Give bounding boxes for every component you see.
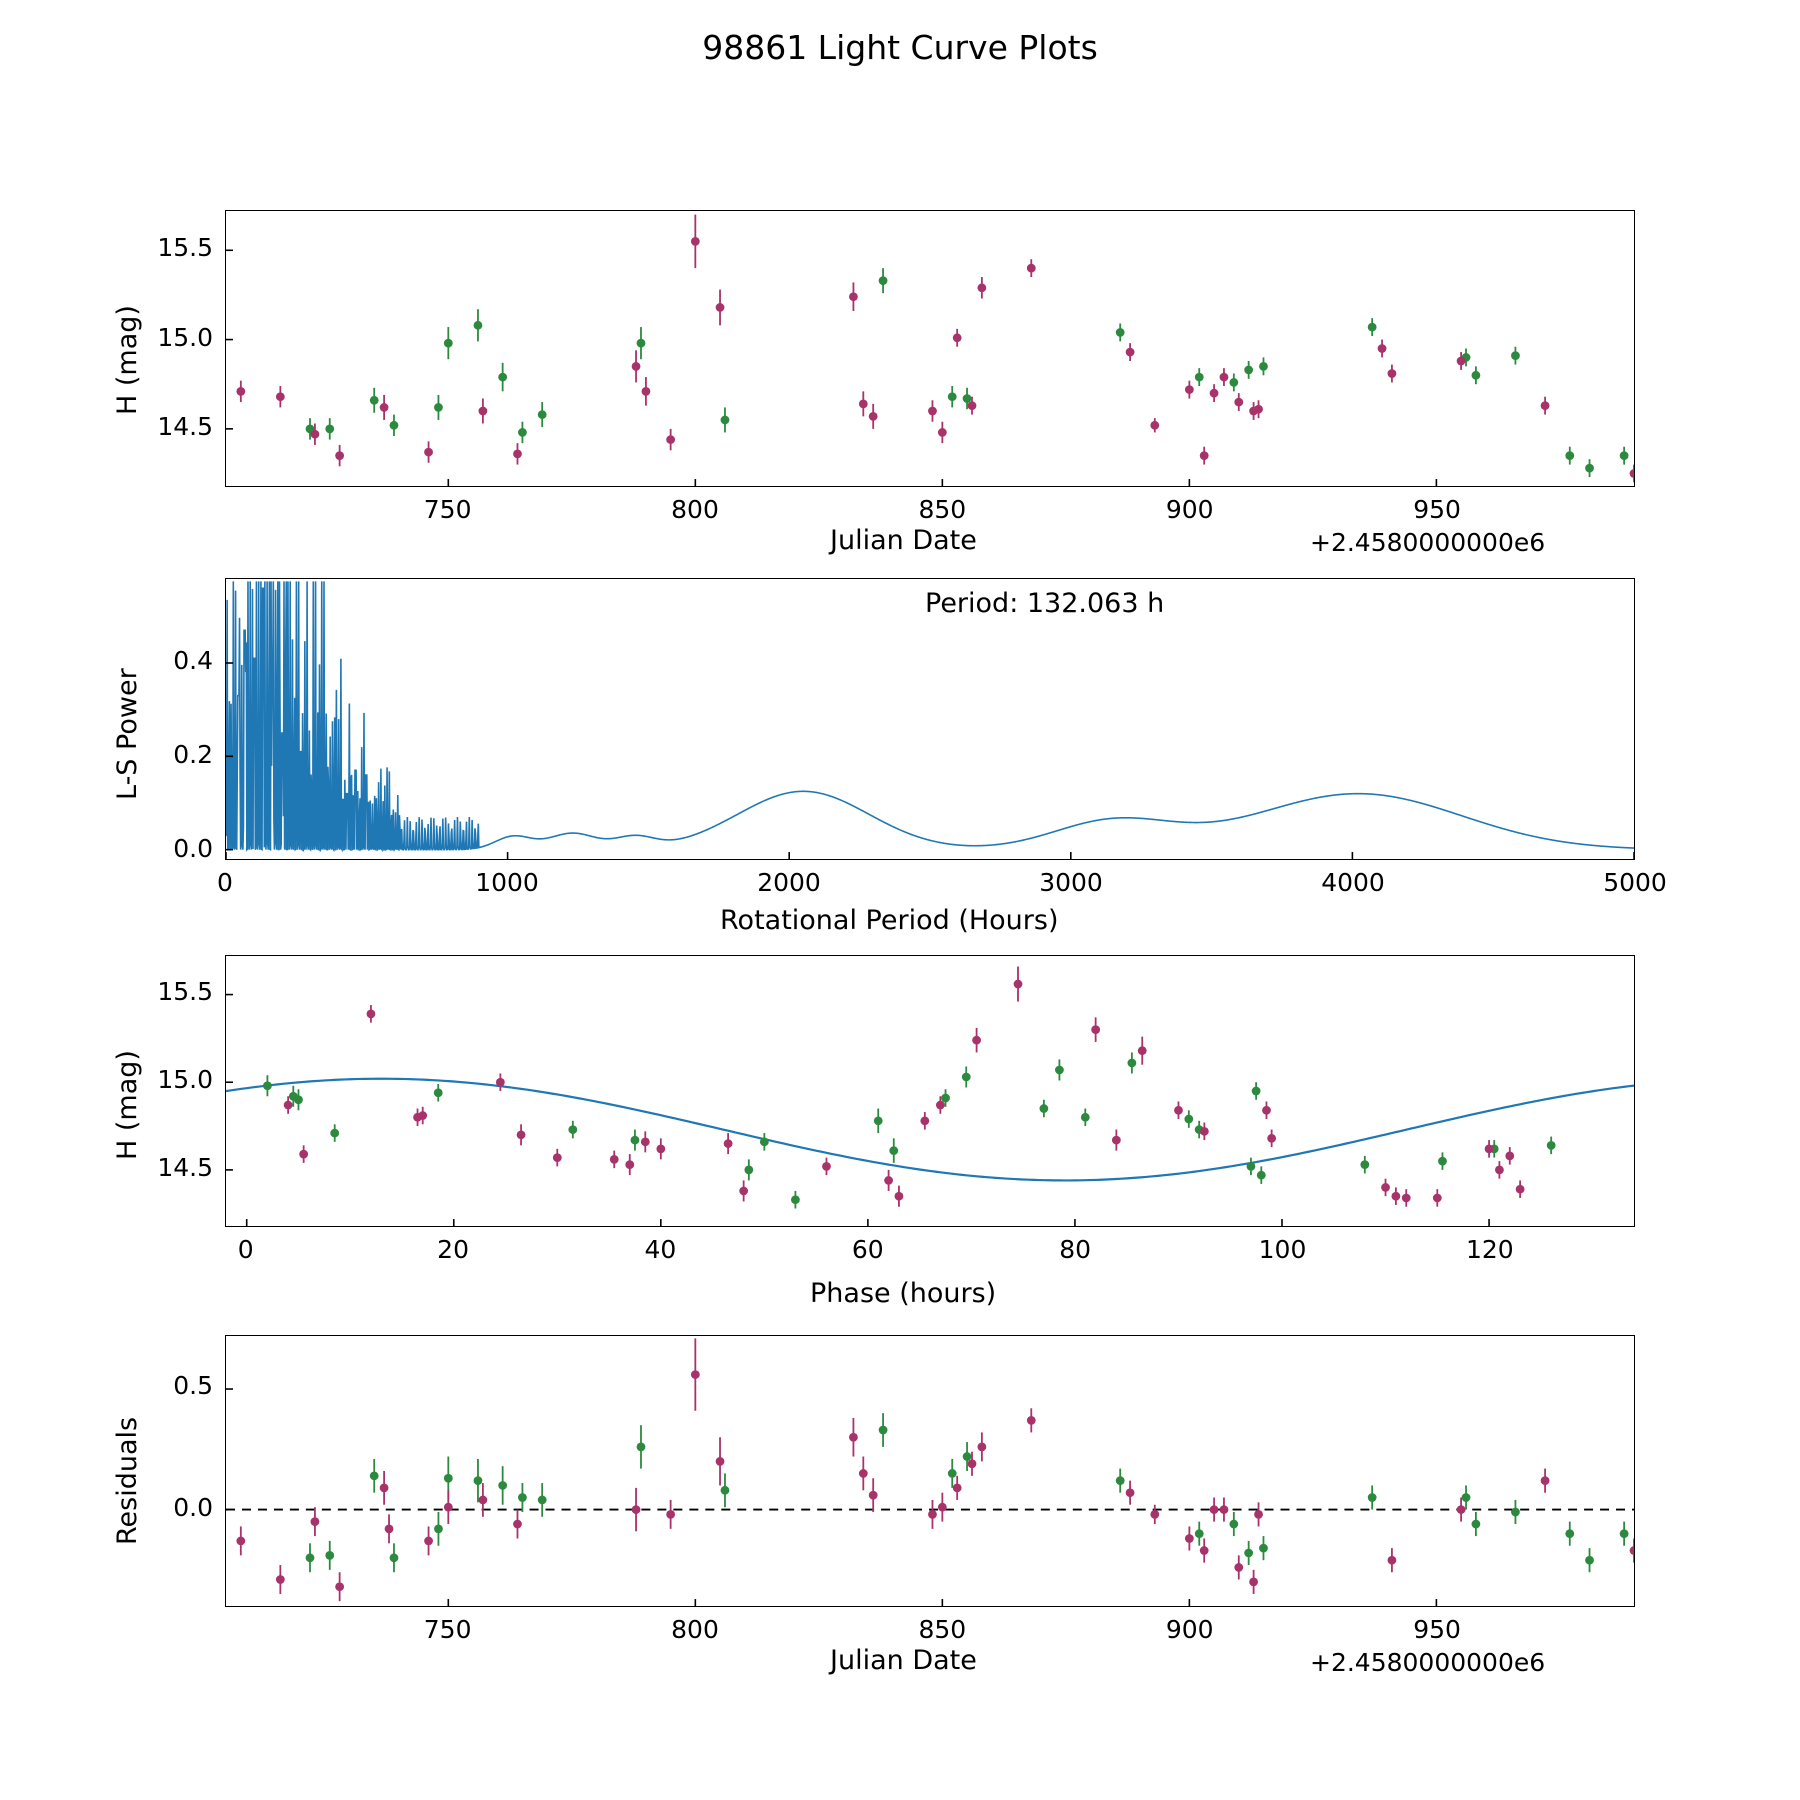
y-tick-label: 0.0 [173, 833, 213, 863]
y-tick-label: 0.4 [173, 645, 213, 675]
x-tick-label: 850 [918, 1615, 967, 1644]
periodogram-panel [225, 578, 1635, 860]
periodogram-line [227, 581, 1634, 849]
y-tick-label: 0.5 [173, 1371, 213, 1401]
lightcurve-panel [225, 210, 1635, 487]
periodogram-ylabel: L-S Power [112, 668, 143, 800]
series-green-band [263, 1052, 1556, 1208]
period-annotation: Period: 132.063 h [925, 588, 1165, 619]
series-magenta-band [236, 215, 1634, 483]
phased-xlabel: Phase (hours) [810, 1278, 997, 1309]
series-magenta-band [284, 967, 1525, 1207]
phased-ylabel: H (mag) [112, 1050, 143, 1160]
lightcurve-xlabel: Julian Date [830, 525, 977, 556]
x-tick-label: 750 [423, 495, 472, 524]
y-tick-label: 0.0 [173, 1492, 213, 1522]
y-tick-label: 15.0 [157, 1065, 213, 1095]
x-tick-label: 900 [1165, 495, 1214, 524]
y-tick-label: 0.2 [173, 739, 213, 769]
y-tick-label: 14.5 [157, 412, 213, 442]
x-tick-label: 900 [1165, 1615, 1214, 1644]
phased-panel [225, 955, 1635, 1227]
x-tick-label: 80 [1059, 1235, 1092, 1264]
x-tick-label: 950 [1413, 495, 1461, 524]
y-tick-label: 14.5 [157, 1153, 213, 1183]
x-tick-label: 5000 [1603, 868, 1667, 897]
x-tick-label: 60 [851, 1235, 884, 1264]
residuals-panel [225, 1335, 1635, 1607]
x-tick-label: 4000 [1321, 868, 1385, 897]
x-tick-label: 750 [423, 1615, 472, 1644]
x-tick-label: 0 [217, 868, 233, 897]
residuals-ylabel: Residuals [112, 1416, 143, 1545]
series-green-band [306, 268, 1629, 477]
x-tick-label: 3000 [1039, 868, 1103, 897]
series-green-band [306, 1413, 1629, 1572]
x-tick-label: 950 [1413, 1615, 1461, 1644]
lightcurve-x-offset: +2.4580000000e6 [1310, 528, 1546, 557]
periodogram-xlabel: Rotational Period (Hours) [720, 905, 1059, 936]
x-tick-label: 800 [671, 1615, 719, 1644]
residuals-xlabel: Julian Date [830, 1645, 977, 1676]
x-tick-label: 850 [918, 495, 967, 524]
x-tick-label: 20 [437, 1235, 469, 1264]
x-tick-label: 1000 [475, 868, 539, 897]
x-tick-label: 100 [1258, 1235, 1307, 1264]
lightcurve-ylabel: H (mag) [112, 305, 143, 415]
y-tick-label: 15.5 [157, 232, 213, 262]
x-tick-label: 800 [671, 495, 719, 524]
x-tick-label: 2000 [757, 868, 821, 897]
y-tick-label: 15.0 [157, 322, 213, 352]
x-tick-label: 40 [644, 1235, 677, 1264]
figure-title: 98861 Light Curve Plots [702, 28, 1098, 67]
x-tick-label: 120 [1465, 1235, 1514, 1264]
residuals-x-offset: +2.4580000000e6 [1310, 1648, 1546, 1677]
y-tick-label: 15.5 [157, 976, 213, 1006]
series-magenta-band [236, 1338, 1634, 1601]
x-tick-label: 0 [237, 1235, 254, 1264]
